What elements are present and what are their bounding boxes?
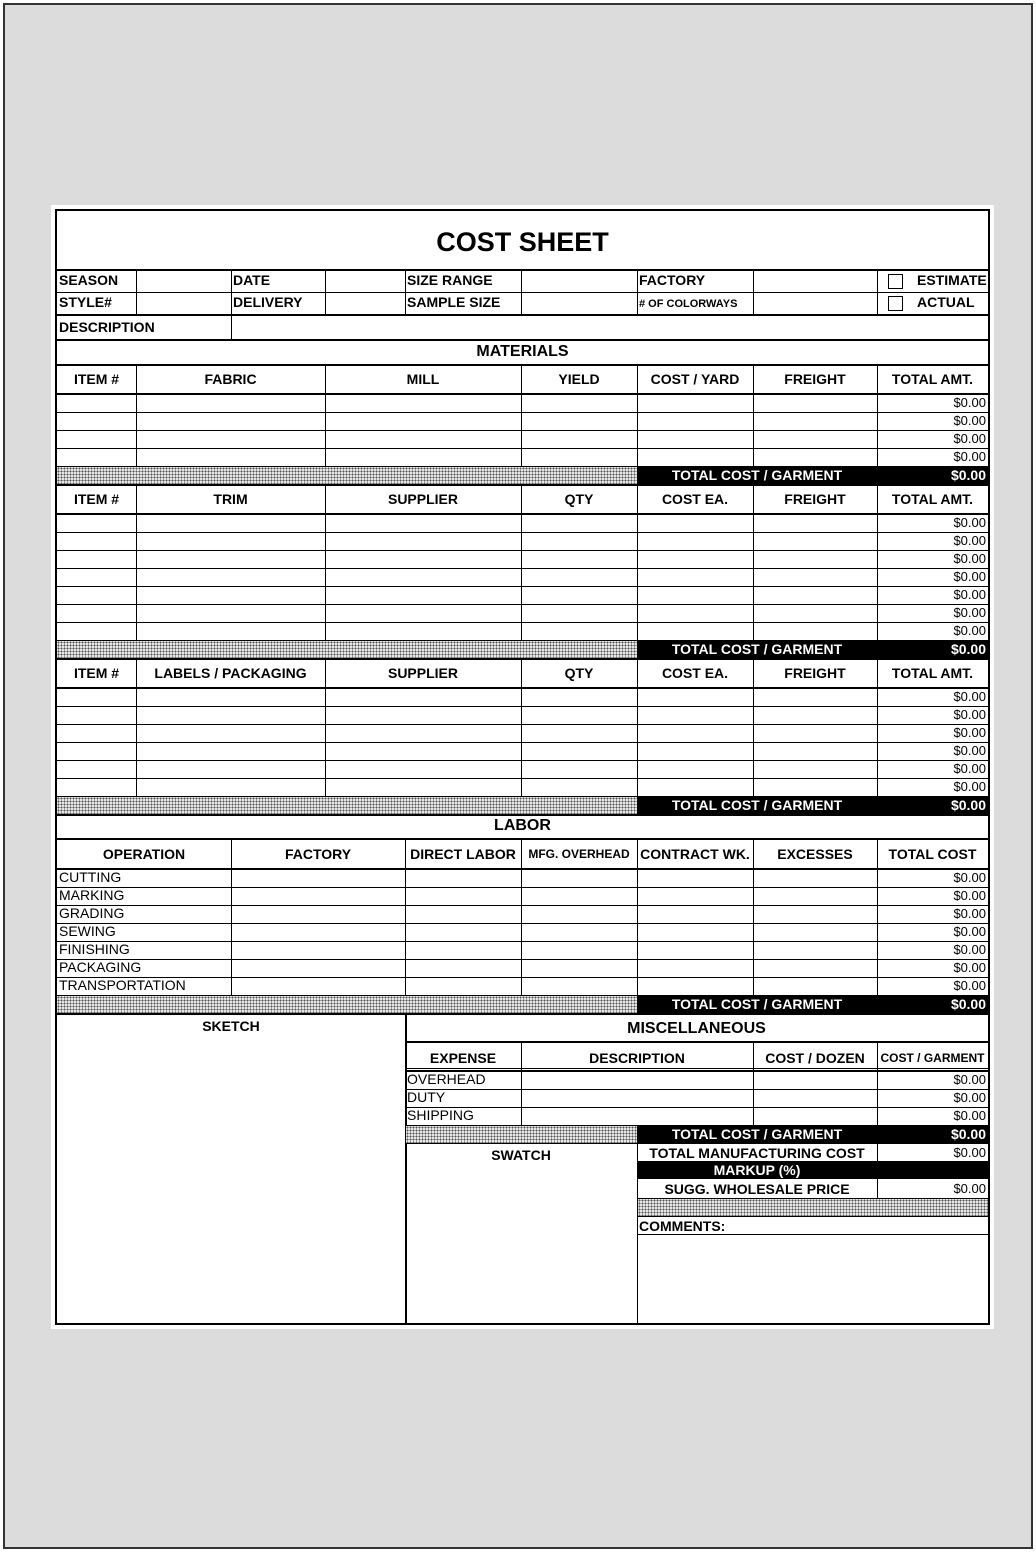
fabric-row-total: $0.00 bbox=[953, 413, 986, 428]
page-title: COST SHEET bbox=[436, 227, 609, 257]
trim-row-total: $0.00 bbox=[953, 605, 986, 620]
total-manufacturing-cost-value: $0.00 bbox=[953, 1145, 986, 1160]
description-label: DESCRIPTION bbox=[59, 319, 155, 335]
miscellaneous-title: MISCELLANEOUS bbox=[627, 1020, 766, 1037]
misc-shaded-band bbox=[406, 1126, 637, 1143]
colorways-label: # OF COLORWAYS bbox=[639, 298, 738, 310]
size-range-label: SIZE RANGE bbox=[407, 272, 493, 288]
trim-total-value: $0.00 bbox=[950, 641, 986, 657]
trim-row-total: $0.00 bbox=[953, 515, 986, 530]
wholesale-value: $0.00 bbox=[953, 1181, 986, 1196]
labor-header-0: OPERATION bbox=[102, 846, 186, 862]
labor-row[interactable] bbox=[232, 959, 877, 977]
labels-row[interactable] bbox=[57, 688, 877, 706]
fabric-row[interactable] bbox=[57, 412, 877, 430]
trim-row-total: $0.00 bbox=[953, 623, 986, 638]
trim-header-0: ITEM # bbox=[73, 491, 120, 507]
labor-header-3: MFG. OVERHEAD bbox=[528, 847, 630, 861]
markup-bar bbox=[637, 1161, 988, 1179]
misc-row[interactable] bbox=[522, 1071, 877, 1089]
date-label: DATE bbox=[233, 272, 271, 288]
labels-total-label: TOTAL COST / GARMENT bbox=[671, 797, 843, 813]
fabric-row-total: $0.00 bbox=[953, 395, 986, 410]
labels-row-total: $0.00 bbox=[953, 779, 986, 794]
trim-header-4: COST EA. bbox=[661, 491, 729, 507]
labels-row-total: $0.00 bbox=[953, 743, 986, 758]
wholesale-label: SUGG. WHOLESALE PRICE bbox=[664, 1181, 850, 1197]
trim-row-total: $0.00 bbox=[953, 533, 986, 548]
total-manufacturing-cost-label: TOTAL MANUFACTURING COST bbox=[649, 1145, 865, 1161]
labor-row-total: $0.00 bbox=[953, 870, 986, 885]
trim-row[interactable] bbox=[57, 604, 877, 622]
trim-row-total: $0.00 bbox=[953, 587, 986, 602]
labor-operation: FINISHING bbox=[59, 941, 130, 957]
misc-row-total: $0.00 bbox=[953, 1090, 986, 1105]
trim-row-total: $0.00 bbox=[953, 551, 986, 566]
labor-row-total: $0.00 bbox=[953, 888, 986, 903]
labor-row[interactable] bbox=[232, 905, 877, 923]
trim-row[interactable] bbox=[57, 622, 877, 640]
labels-row[interactable] bbox=[57, 742, 877, 760]
labor-row-total: $0.00 bbox=[953, 942, 986, 957]
trim-row[interactable] bbox=[57, 586, 877, 604]
labor-row-total: $0.00 bbox=[953, 924, 986, 939]
trim-row[interactable] bbox=[57, 532, 877, 550]
comments-label: COMMENTS: bbox=[639, 1218, 726, 1234]
labels-row[interactable] bbox=[57, 760, 877, 778]
labels-header-2: SUPPLIER bbox=[387, 665, 458, 681]
estimate-label: ESTIMATE bbox=[917, 272, 987, 288]
misc-row[interactable] bbox=[522, 1089, 877, 1107]
swatch-area[interactable] bbox=[407, 1166, 636, 1322]
labels-row-total: $0.00 bbox=[953, 725, 986, 740]
page-frame bbox=[3, 3, 1033, 1549]
sketch-area[interactable] bbox=[57, 1037, 404, 1323]
labor-row[interactable] bbox=[232, 887, 877, 905]
misc-row-total: $0.00 bbox=[953, 1072, 986, 1087]
labor-title: LABOR bbox=[494, 817, 551, 834]
misc-expense: OVERHEAD bbox=[407, 1071, 486, 1087]
labor-total-value: $0.00 bbox=[950, 996, 986, 1012]
trim-row-total: $0.00 bbox=[953, 569, 986, 584]
style-label: STYLE# bbox=[59, 294, 112, 310]
labor-operation: MARKING bbox=[59, 887, 125, 903]
season-label: SEASON bbox=[59, 272, 119, 288]
labor-operation: PACKAGING bbox=[59, 959, 142, 975]
materials-title: MATERIALS bbox=[476, 343, 569, 360]
labor-row[interactable] bbox=[232, 977, 877, 995]
fabric-total-label: TOTAL COST / GARMENT bbox=[671, 467, 843, 483]
labels-row[interactable] bbox=[57, 778, 877, 796]
labor-row[interactable] bbox=[232, 923, 877, 941]
fabric-row-total: $0.00 bbox=[953, 449, 986, 464]
labels-header-6: TOTAL AMT. bbox=[891, 665, 974, 681]
labels-header-1: LABELS / PACKAGING bbox=[154, 665, 307, 681]
labor-operation: GRADING bbox=[59, 905, 125, 921]
misc-expense: DUTY bbox=[407, 1089, 446, 1105]
fabric-shaded-band bbox=[57, 467, 637, 484]
labor-row-total: $0.00 bbox=[953, 906, 986, 921]
labels-row-total: $0.00 bbox=[953, 707, 986, 722]
fabric-row[interactable] bbox=[57, 394, 877, 412]
labor-header-1: FACTORY bbox=[284, 846, 352, 862]
trim-shaded-band bbox=[57, 641, 637, 658]
labor-header-6: TOTAL COST bbox=[888, 846, 977, 862]
comments-area[interactable] bbox=[639, 1236, 987, 1322]
cost-sheet bbox=[51, 205, 994, 1329]
trim-header-5: FREIGHT bbox=[784, 491, 846, 507]
misc-header-3: COST / GARMENT bbox=[880, 1051, 985, 1065]
labor-row[interactable] bbox=[232, 869, 877, 887]
estimate-checkbox[interactable] bbox=[888, 274, 903, 289]
factory-label: FACTORY bbox=[639, 272, 706, 288]
labor-row[interactable] bbox=[232, 941, 877, 959]
misc-header-1: DESCRIPTION bbox=[589, 1050, 685, 1066]
misc-header-2: COST / DOZEN bbox=[765, 1050, 865, 1066]
labor-header-5: EXCESSES bbox=[777, 846, 853, 862]
cost-sheet-form bbox=[55, 209, 990, 1325]
trim-header-6: TOTAL AMT. bbox=[891, 491, 974, 507]
sample-size-label: SAMPLE SIZE bbox=[407, 294, 501, 310]
misc-expense: SHIPPING bbox=[407, 1107, 474, 1123]
fabric-header-3: YIELD bbox=[558, 371, 600, 387]
swatch-label: SWATCH bbox=[491, 1147, 551, 1163]
labor-header-2: DIRECT LABOR bbox=[410, 846, 516, 862]
labor-row-total: $0.00 bbox=[953, 960, 986, 975]
fabric-row[interactable] bbox=[57, 430, 877, 448]
fabric-header-4: COST / YARD bbox=[650, 371, 740, 387]
fabric-row[interactable] bbox=[57, 448, 877, 466]
labor-operation: SEWING bbox=[59, 923, 116, 939]
trim-header-3: QTY bbox=[564, 491, 594, 507]
misc-row-total: $0.00 bbox=[953, 1108, 986, 1123]
fabric-header-0: ITEM # bbox=[73, 371, 120, 387]
labels-header-4: COST EA. bbox=[661, 665, 729, 681]
fabric-header-6: TOTAL AMT. bbox=[891, 371, 974, 387]
delivery-label: DELIVERY bbox=[233, 294, 303, 310]
trim-row[interactable] bbox=[57, 514, 877, 532]
actual-label: ACTUAL bbox=[917, 294, 975, 310]
actual-checkbox[interactable] bbox=[888, 296, 903, 311]
fabric-total-value: $0.00 bbox=[950, 467, 986, 483]
fabric-header-2: MILL bbox=[406, 371, 440, 387]
labels-row-total: $0.00 bbox=[953, 761, 986, 776]
shaded-band bbox=[638, 1199, 988, 1216]
labels-row[interactable] bbox=[57, 706, 877, 724]
labels-total-value: $0.00 bbox=[950, 797, 986, 813]
fabric-row-total: $0.00 bbox=[953, 431, 986, 446]
misc-header-0: EXPENSE bbox=[429, 1050, 497, 1066]
labor-header-4: CONTRACT WK. bbox=[640, 846, 750, 862]
labor-shaded-band bbox=[57, 996, 637, 1013]
misc-row[interactable] bbox=[522, 1107, 877, 1125]
misc-total-value: $0.00 bbox=[950, 1126, 986, 1142]
labels-row-total: $0.00 bbox=[953, 689, 986, 704]
labels-header-3: QTY bbox=[564, 665, 594, 681]
labels-shaded-band bbox=[57, 797, 637, 814]
fabric-header-5: FREIGHT bbox=[784, 371, 846, 387]
labor-row-total: $0.00 bbox=[953, 978, 986, 993]
trim-header-2: SUPPLIER bbox=[387, 491, 458, 507]
trim-header-1: TRIM bbox=[213, 491, 248, 507]
labels-header-5: FREIGHT bbox=[784, 665, 846, 681]
markup-label: MARKUP (%) bbox=[713, 1162, 801, 1178]
labels-row[interactable] bbox=[57, 724, 877, 742]
fabric-header-1: FABRIC bbox=[204, 371, 257, 387]
trim-row[interactable] bbox=[57, 568, 877, 586]
labor-operation: CUTTING bbox=[59, 869, 122, 885]
misc-total-label: TOTAL COST / GARMENT bbox=[671, 1126, 843, 1142]
labor-operation: TRANSPORTATION bbox=[59, 977, 186, 993]
labor-total-label: TOTAL COST / GARMENT bbox=[671, 996, 843, 1012]
sketch-label: SKETCH bbox=[202, 1018, 260, 1034]
labels-header-0: ITEM # bbox=[73, 665, 120, 681]
trim-total-label: TOTAL COST / GARMENT bbox=[671, 641, 843, 657]
trim-row[interactable] bbox=[57, 550, 877, 568]
